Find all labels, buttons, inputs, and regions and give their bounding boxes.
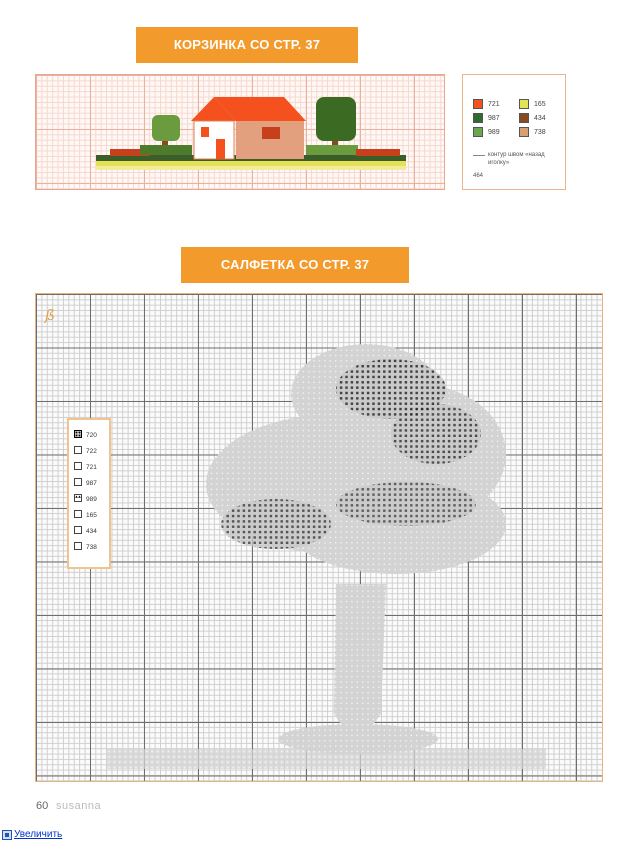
backstitch-line: [473, 155, 485, 156]
symbol-721: [74, 462, 82, 470]
brand-name: susanna: [56, 800, 102, 812]
zoom-icon[interactable]: [2, 830, 12, 840]
banner-salfetka: САЛФЕТКА СО СТР. 37: [181, 247, 409, 283]
legend-salfetka: [67, 418, 111, 569]
symbol-722: [74, 446, 82, 454]
symbol-720: [74, 430, 82, 438]
backstitch-text: контур швом «назад иголку»: [488, 152, 545, 166]
symbol-label: 720: [86, 432, 97, 439]
swatch-987: [473, 113, 483, 123]
swatch-label: 989: [488, 129, 500, 136]
symbol-label: 165: [86, 512, 97, 519]
symbol-label: 722: [86, 448, 97, 455]
swatch-165: [519, 99, 529, 109]
swatch-label: 165: [534, 101, 546, 108]
swatch-434: [519, 113, 529, 123]
symbol-987: [74, 478, 82, 486]
tree-motif: [36, 294, 602, 781]
symbol-label: 738: [86, 544, 97, 551]
chart-salfetka: [35, 293, 603, 782]
symbol-label: 721: [86, 464, 97, 471]
chart-korzinka: [35, 74, 445, 190]
zoom-link[interactable]: [2, 829, 62, 840]
symbol-label: 434: [86, 528, 97, 535]
symbol-738: [74, 542, 82, 550]
symbol-label: 989: [86, 496, 97, 503]
swatch-738: [519, 127, 529, 137]
swatch-label: 434: [534, 115, 546, 122]
swatch-721: [473, 99, 483, 109]
legend-korzinka: [462, 74, 566, 190]
symbol-165: [74, 510, 82, 518]
page-number: 60: [36, 800, 49, 812]
swatch-label: 987: [488, 115, 500, 122]
swatch-label: 721: [488, 101, 500, 108]
house-motif: [36, 75, 444, 189]
symbol-434: [74, 526, 82, 534]
symbol-989: [74, 494, 82, 502]
banner-korzinka: КОРЗИНКА СО СТР. 37: [136, 27, 358, 63]
logo-mark: ß: [45, 306, 56, 324]
symbol-label: 987: [86, 480, 97, 487]
backstitch-code: 464: [473, 173, 484, 179]
swatch-label: 738: [534, 129, 546, 136]
zoom-link-label[interactable]: Увеличить: [14, 829, 63, 840]
swatch-989: [473, 127, 483, 137]
